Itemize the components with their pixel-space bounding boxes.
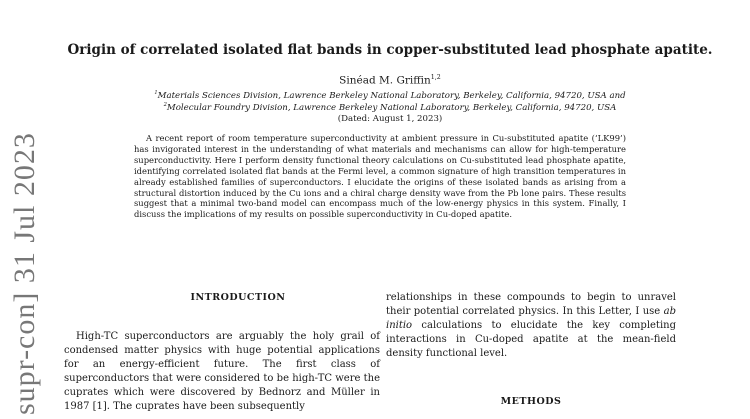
author-affiliation-marks: 1,2 bbox=[430, 74, 441, 81]
affiliation-2-text: Molecular Foundry Division, Lawrence Berkeley National Laboratory, Berkeley, California, 94720, USA bbox=[166, 102, 617, 113]
right-column-text-a: relationships in these compounds to begin to unravel their potential correlated physics. In this Letter, I use bbox=[386, 292, 676, 317]
introduction-heading: INTRODUCTION bbox=[190, 292, 286, 303]
right-column-text-b: calculations to elucidate the key completing interactions in Cu-doped apatite at the mean-field density functional level. bbox=[386, 320, 676, 359]
arxiv-identifier: supr-con] 31 Jul 2023 bbox=[8, 132, 41, 415]
abstract: A recent report of room temperature superconductivity at ambient pressure in Cu-substituted apatite (‘LK99’) has invigorated interest in the understanding of what materials and mechanisms can allow for high-temperature superconductivity. Here I perform density functional theory calculations on Cu-substituted lead phosphate apatite, identifying correlated isolated flat bands at the Fermi level, a common signature of high transition temperatures in already established families of superconductors. I elucidate the origins of these isolated bands as arising from a structural distortion induced by the Cu ions and a chiral charge density wave from the Pb lone pairs. These results suggest that a minimal two-band model can encompass much of the low-energy physics in this system. Finally, I discuss the implications of my results on possible superconductivity in Cu-doped apatite. bbox=[134, 133, 626, 220]
right-column-italic: ab initio bbox=[386, 306, 676, 331]
paper-title: Origin of correlated isolated flat bands in copper-substituted lead phosphate apatite. bbox=[67, 42, 713, 58]
author-name: Sinéad M. Griffin bbox=[339, 74, 431, 87]
dated-line: (Dated: August 1, 2023) bbox=[337, 114, 443, 124]
introduction-paragraph: High-TC superconductors are arguably the holy grail of condensed matter physics with huge potential applications for an energy-efficient future. The first class of superconductors that were considered to be high-TC were the cuprates which were discovered by Bednorz and Müller in 1987 [1]. The cuprates have been subsequently bbox=[64, 331, 380, 412]
affiliation-2: $^2$Molecular Foundry Division, Lawrence Berkeley National Laboratory, Berkeley, California, 94720, USA bbox=[163, 102, 617, 113]
affiliation-1: $^1$Materials Sciences Division, Lawrence Berkeley National Laboratory, Berkeley, California, 94720, USA and bbox=[154, 90, 626, 101]
right-column-paragraph bbox=[386, 291, 676, 361]
arxiv-sidebar-stamp bbox=[8, 0, 42, 419]
methods-heading: METHODS bbox=[500, 396, 562, 407]
author-line bbox=[40, 74, 740, 87]
affiliation-1-text: Materials Sciences Division, Lawrence Berkeley National Laboratory, Berkeley, California, 94720, USA and bbox=[157, 90, 626, 101]
